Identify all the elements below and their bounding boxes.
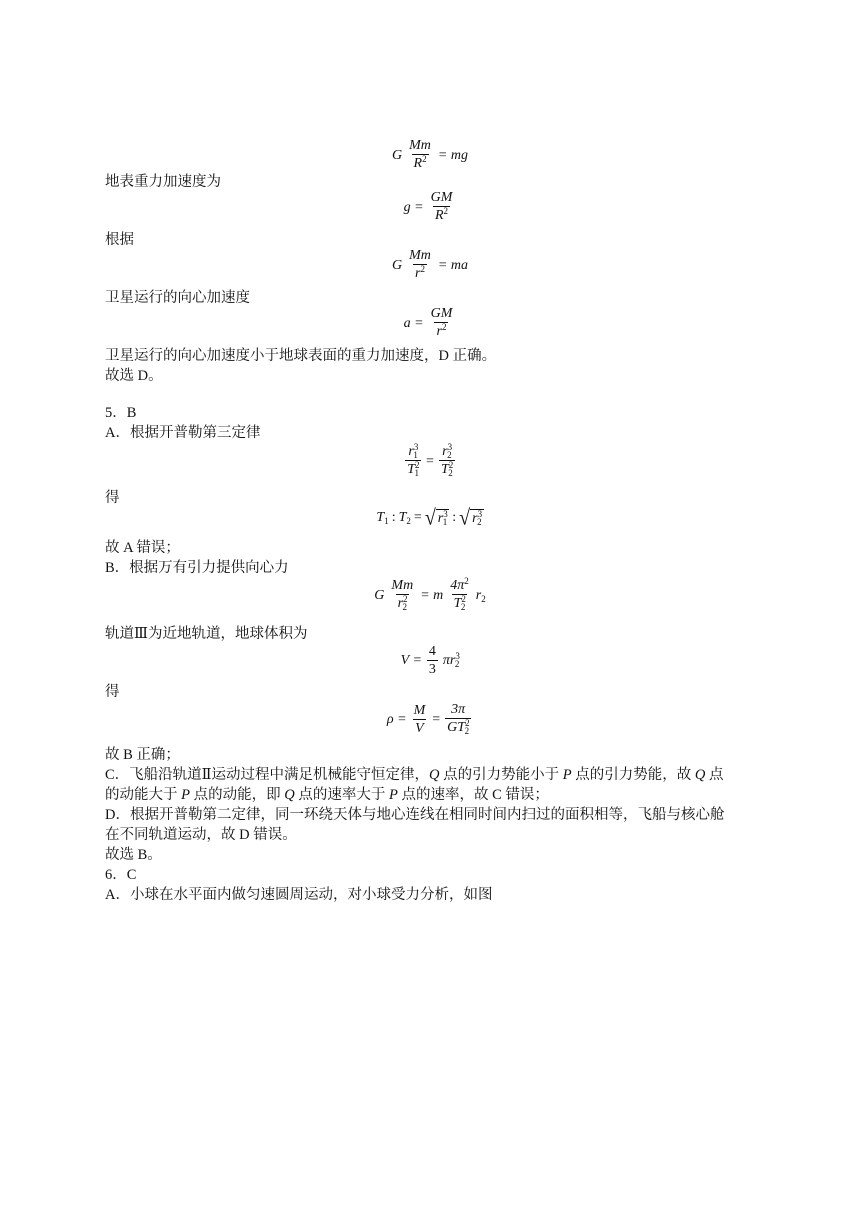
answer-number: 6．C	[105, 867, 137, 883]
text-line: 地表重力加速度为	[105, 174, 221, 190]
text-line: A．根据开普勒第三定律	[105, 425, 261, 441]
text-line: A．小球在水平面内做匀速圆周运动，对小球受力分析，如图	[105, 887, 493, 903]
text-line: 卫星运行的向心加速度小于地球表面的重力加速度，D 正确。	[105, 348, 497, 364]
text-line: 故 A 错误；	[105, 540, 180, 556]
equation-density: ρ = $\frac{M}{V}$ = $\frac{3\pi}{GT^2_2}$	[386, 702, 470, 736]
equation-g: g = $\frac{GM}{R^2}$	[403, 190, 453, 223]
answer-number: 5．B	[105, 405, 137, 421]
text-line: 的动能大于 P 点的动能，即 Q 点的速率大于 P 点的速率，故 C 错误；	[105, 787, 549, 803]
equation-kepler-third: $\frac{r^3_1}{T^2_1}$ = $\frac{r^3_2}{T^2_2}$	[407, 442, 454, 478]
text-line: 卫星运行的向心加速度	[105, 290, 250, 306]
equation-gravity-orbit: G $\frac{Mm}{r^2}$ = ma	[392, 248, 468, 281]
equation-a: a = $\frac{GM}{r^2}$	[403, 306, 453, 339]
text-line: 故选 D。	[105, 368, 163, 384]
equation-volume: V = $\frac{4}{3}$ $\pi r^3_2$	[400, 644, 460, 677]
text-line: B．根据万有引力提供向心力	[105, 560, 289, 576]
equation-period-ratio: $T_1$ : $T_2$ = √ $r^3_1$ : √ $r^3_2$	[376, 505, 483, 531]
text-line: 故 B 正确；	[105, 747, 180, 763]
text-line: 得	[105, 490, 120, 506]
text-line: 在不同轨道运动，故 D 错误。	[105, 827, 297, 843]
text-line: 轨道Ⅲ为近地轨道，地球体积为	[105, 626, 308, 642]
text-line: 故选 B。	[105, 847, 162, 863]
text-line: 得	[105, 684, 120, 700]
equation-gravity-surface: G $\frac{Mm}{R^2}$ = mg	[392, 138, 468, 171]
text-line: D．根据开普勒第二定律，同一环绕天体与地心连线在相同时间内扫过的面积相等，飞船与核心舱	[105, 807, 725, 823]
equation-centripetal: G $\frac{Mm}{r^2_2}$ = m $\frac{4\pi^2}{T^2_2}$ $r_2$	[374, 576, 486, 612]
text-line: C．飞船沿轨道Ⅱ运动过程中满足机械能守恒定律，Q 点的引力势能小于 P 点的引力势能，故 Q 点	[105, 767, 724, 783]
text-line: 根据	[105, 232, 134, 248]
